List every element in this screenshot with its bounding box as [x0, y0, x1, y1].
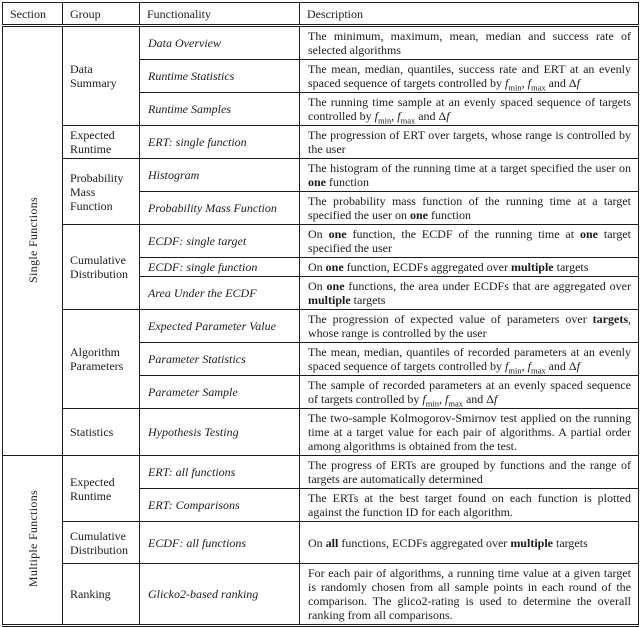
functionality-cell: Expected Parameter Value: [140, 310, 300, 343]
functionality-cell: Probability Mass Function: [140, 192, 300, 225]
group-label-cell: Data Summary: [63, 26, 140, 126]
header-description: Description: [300, 3, 639, 26]
header-functionality: Functionality: [140, 3, 300, 26]
group-label-cell: Probability Mass Function: [63, 159, 140, 225]
functionality-cell: Area Under the ECDF: [140, 277, 300, 310]
group-label-cell: Ranking: [63, 564, 140, 626]
functionality-cell: Runtime Statistics: [140, 60, 300, 93]
table-row: [3, 26, 639, 60]
functionality-cell: ECDF: all functions: [140, 522, 300, 564]
description-cell: The progress of ERTs are grouped by functions and the range of targets are automatically determined: [300, 456, 639, 489]
description-cell: On one function, ECDFs aggregated over multiple targets: [300, 258, 639, 277]
functionality-cell: ERT: single function: [140, 126, 300, 159]
functionality-cell: ECDF: single function: [140, 258, 300, 277]
functionality-cell: ECDF: single target: [140, 225, 300, 258]
table-row: [3, 456, 639, 489]
table-body: [3, 26, 639, 626]
functionality-cell: ERT: all functions: [140, 456, 300, 489]
functionality-cell: Glicko2-based ranking: [140, 564, 300, 626]
description-cell: The progression of expected value of parameters over targets, whose range is controlled by the user: [300, 310, 639, 343]
description-cell: The mean, median, quantiles, success rate and ERT at an evenly spaced sequence of targets controlled by $f_{min}$, $f_{max}$ and Δf: [300, 60, 639, 93]
functionality-cell: Histogram: [140, 159, 300, 192]
group-label-cell: Algorithm Parameters: [63, 310, 140, 409]
description-cell: The running time sample at an evenly spaced sequence of targets controlled by $f_{min}$, $f_{max}$ and Δf: [300, 93, 639, 126]
description-cell: The minimum, maximum, mean, median and success rate of selected algorithms: [300, 26, 639, 60]
table-header: [3, 3, 639, 26]
description-cell: The probability mass function of the running time at a target specified the user on one function: [300, 192, 639, 225]
header-row: [3, 3, 639, 26]
description-cell: On one function, the ECDF of the running time at one target specified the user: [300, 225, 639, 258]
section-label-cell: [3, 26, 63, 456]
table-row: [3, 159, 639, 192]
group-label-cell: Statistics: [63, 409, 140, 456]
description-cell: The progression of ERT over targets, whose range is controlled by the user: [300, 126, 639, 159]
description-cell: The sample of recorded parameters at an evenly spaced sequence of targets controlled by $f_{min}$, $f_{max}$ and Δf: [300, 376, 639, 409]
group-label-cell: Expected Runtime: [63, 126, 140, 159]
functionality-cell: Parameter Statistics: [140, 343, 300, 376]
table-row: [3, 310, 639, 343]
group-label-cell: Expected Runtime: [63, 456, 140, 522]
section-label: Single Functions: [25, 196, 40, 283]
description-cell: On one functions, the area under ECDFs that are aggregated over multiple targets: [300, 277, 639, 310]
table-row: [3, 564, 639, 626]
description-cell: The mean, median, quantiles of recorded parameters at an evenly spaced sequence of targets controlled by $f_{min}$, $f_{max}$ and Δf: [300, 343, 639, 376]
table-row: [3, 409, 639, 456]
header-section: Section: [3, 3, 63, 26]
table-row: [3, 225, 639, 258]
functionality-cell: ERT: Comparisons: [140, 489, 300, 522]
group-label-cell: Cumulative Distribution: [63, 225, 140, 310]
group-label-cell: Cumulative Distribution: [63, 522, 140, 564]
description-cell: For each pair of algorithms, a running time value at a given target is randomly chosen from all sample points in each round of the comparison. The glico2-rating is used to determine the overall ranking from all comparisons.: [300, 564, 639, 626]
functionality-overview-table: [2, 2, 639, 627]
description-cell: The two-sample Kolmogorov-Smirnov test applied on the running time at a target value for each pair of algorithms. A partial order among algorithms is obtained from the test.: [300, 409, 639, 456]
description-cell: The histogram of the running time at a target specified the user on one function: [300, 159, 639, 192]
functionality-cell: Parameter Sample: [140, 376, 300, 409]
table-row: [3, 522, 639, 564]
description-cell: The ERTs at the best target found on each function is plotted against the function ID for each algorithm.: [300, 489, 639, 522]
section-label-cell: [3, 456, 63, 626]
header-group: Group: [63, 3, 140, 26]
functionality-cell: Hypothesis Testing: [140, 409, 300, 456]
section-label: Multiple Functions: [25, 489, 40, 588]
functionality-cell: Runtime Samples: [140, 93, 300, 126]
table-row: [3, 126, 639, 159]
description-cell: On all functions, ECDFs aggregated over multiple targets: [300, 522, 639, 564]
functionality-cell: Data Overview: [140, 26, 300, 60]
